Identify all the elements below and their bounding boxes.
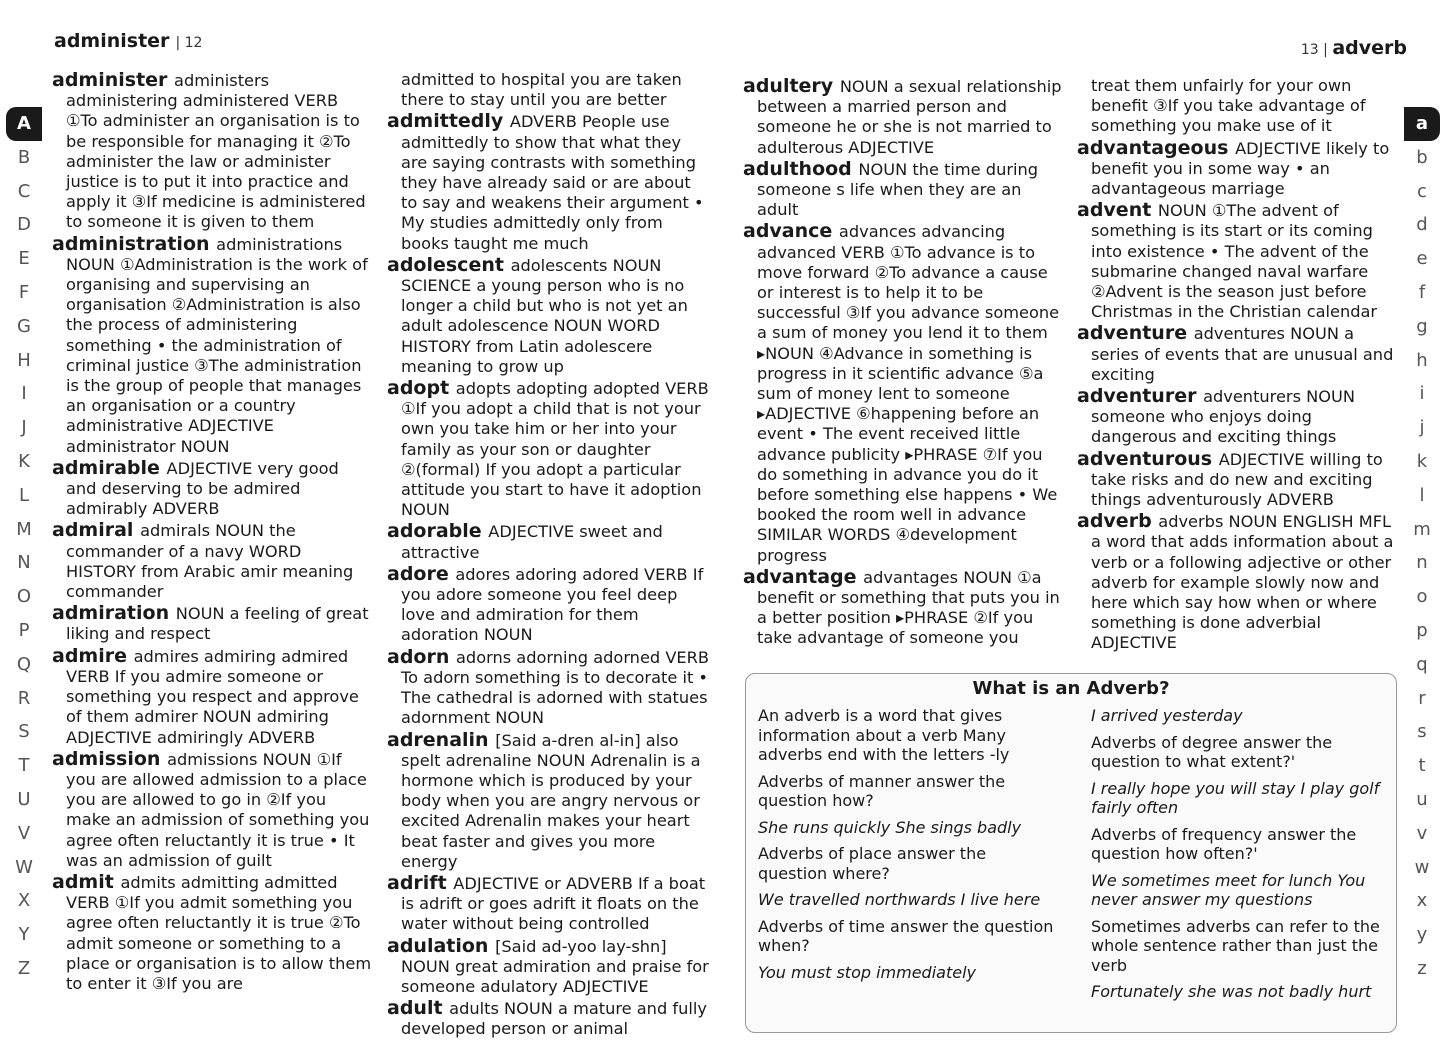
thumb-tab-N[interactable]: N	[17, 552, 31, 574]
thumb-tab-L[interactable]: L	[18, 484, 30, 506]
entry-headword: administer	[52, 70, 175, 91]
entry-definition: adventures NOUN a series of events that are unusual and exciting	[1091, 324, 1394, 384]
thumb-tab-F[interactable]: F	[18, 281, 30, 303]
dictionary-entry	[1077, 200, 1399, 322]
dictionary-entry	[387, 521, 709, 562]
thumb-tab-o[interactable]: o	[1416, 586, 1428, 608]
thumb-tab-X[interactable]: X	[17, 890, 31, 912]
dictionary-entry	[387, 873, 709, 935]
thumb-tab-h[interactable]: h	[1416, 349, 1428, 371]
entry-definition: NOUN ①The advent of something is its start or its coming into existence • The advent of the submarine changed naval warfare ②Advent is the season just before Christmas in the Christian calendar	[1091, 201, 1378, 322]
left-column-2	[387, 70, 709, 1045]
thumb-tab-e[interactable]: e	[1416, 248, 1428, 270]
entry-definition: adverbs NOUN ENGLISH MFL a word that adds information about a verb or a following adjective or other adverb for example slowly now and here which say how when or where something is done adverbial ADJECTIVE	[1091, 512, 1394, 653]
thumb-tab-R[interactable]: R	[17, 687, 31, 709]
entry-headword: adrenalin	[387, 728, 496, 751]
dictionary-entry	[52, 646, 374, 748]
entry-headword: admit	[52, 870, 121, 893]
thumb-tab-u[interactable]: u	[1416, 788, 1428, 810]
right-page-number: 13	[1300, 42, 1319, 58]
dictionary-entry	[52, 603, 374, 644]
entry-definition: adores adoring adored VERB If you adore someone you feel deep love and admiration for them adoration NOUN	[401, 564, 704, 645]
dictionary-entry	[743, 567, 1063, 649]
entry-definition: NOUN a sexual relationship between a married person and someone he or she is not married to adulterous ADJECTIVE	[757, 77, 1062, 157]
dictionary-entry	[387, 378, 709, 520]
panel-text: Adverbs of time answer the question when?	[758, 916, 1054, 955]
thumb-tab-J[interactable]: J	[21, 417, 27, 439]
panel-example: You must stop immediately	[758, 962, 976, 982]
thumb-tab-s[interactable]: s	[1417, 721, 1427, 743]
panel-right-column	[1091, 706, 1386, 1009]
thumb-tab-M[interactable]: M	[16, 518, 32, 540]
entry-definition: admissions NOUN ①If you are allowed admission to a place you are allowed to go in ②If you make an admission of something you agree often reluctantly it is true • It was an admission of guilt	[66, 749, 370, 870]
thumb-tab-z[interactable]: z	[1417, 957, 1427, 979]
thumb-tab-j[interactable]: j	[1419, 417, 1425, 439]
entry-headword: adrift	[387, 871, 454, 894]
dictionary-entry	[387, 255, 709, 377]
panel-left-column	[758, 706, 1058, 989]
panel-example: I arrived yesterday	[1091, 706, 1243, 725]
entry-definition: ADJECTIVE sweet and attractive	[401, 522, 663, 562]
entry-headword: advantageous	[1077, 136, 1236, 159]
entry-headword: adult	[387, 997, 450, 1020]
thumb-tab-y[interactable]: y	[1416, 924, 1428, 946]
dictionary-entry	[1077, 449, 1399, 511]
thumb-tab-U[interactable]: U	[17, 788, 31, 810]
entry-headword: admirable	[52, 456, 167, 479]
entry-headword: adore	[387, 562, 456, 585]
thumb-tab-w[interactable]: w	[1414, 856, 1430, 878]
entry-definition: [Said ad-yoo lay-shn] NOUN great admiration and praise for someone adulatory ADJECTIVE	[401, 936, 709, 996]
entry-definition: admires admiring admired VERB If you admire someone or something you respect and approve of them admirer NOUN admiring ADJECTIVE admiringly ADVERB	[66, 646, 359, 747]
thumb-tab-n[interactable]: n	[1416, 552, 1428, 574]
panel-example: I really hope you will stay I play golf fairly often	[1091, 778, 1380, 817]
entry-definition: treat them unfairly for your own benefit ③If you take advantage of something you make use of it	[1091, 76, 1366, 136]
entry-definition: ADJECTIVE willing to take risks and do new and exciting things adventurously ADVERB	[1091, 449, 1383, 510]
dictionary-entry	[387, 70, 709, 110]
entry-definition: adorns adorning adorned VERB To adorn something is to decorate it • The cathedral is adorned with statues adornment NOUN	[401, 647, 709, 728]
right-running-head: 13 | adverb	[1300, 37, 1407, 59]
panel-title: What is an Adverb?	[972, 678, 1170, 699]
left-headword: administer	[54, 30, 170, 52]
thumb-tab-K[interactable]: K	[18, 450, 30, 472]
dictionary-entry	[387, 998, 709, 1039]
thumb-tab-P[interactable]: P	[18, 619, 30, 641]
panel-text: Sometimes adverbs can refer to the whole sentence rather than just the verb	[1091, 916, 1380, 975]
dictionary-entry	[387, 647, 709, 729]
thumb-tab-Q[interactable]: Q	[16, 653, 32, 675]
thumb-tab-v[interactable]: v	[1416, 822, 1428, 844]
thumb-tab-E[interactable]: E	[18, 248, 30, 270]
left-page	[0, 0, 722, 1063]
thumb-tab-T[interactable]: T	[18, 755, 30, 777]
left-column-1	[52, 70, 374, 1045]
thumb-tab-a[interactable]: a	[1404, 107, 1440, 141]
thumb-tab-b[interactable]: b	[1416, 146, 1428, 168]
entry-headword: adulation	[387, 934, 496, 957]
entry-definition: admirals NOUN the commander of a navy WORD HISTORY from Arabic amir meaning commander	[66, 521, 354, 602]
thumb-tab-V[interactable]: V	[17, 822, 31, 844]
entry-headword: admittedly	[387, 110, 510, 133]
entry-definition: administers administering administered VERB ①To administer an organisation is to be responsible for managing it ②To administer the law or administer justice is to put it into practice and apply it ③If medicine is administered to someone it is given to them	[66, 71, 366, 232]
panel-example: Fortunately she was not badly hurt	[1091, 982, 1372, 1001]
left-thumb-index[interactable]	[6, 107, 42, 986]
dictionary-entry	[52, 458, 374, 520]
panel-text: Adverbs of manner answer the question how?	[758, 771, 1006, 810]
right-thumb-index[interactable]	[1404, 107, 1440, 986]
right-column-1	[743, 76, 1063, 661]
thumb-tab-q[interactable]: q	[1416, 653, 1428, 675]
entry-definition: advantages NOUN ①a benefit or something that puts you in a better position ▸PHRASE ②If you take advantage of someone you	[757, 567, 1060, 648]
entry-headword: adventure	[1077, 322, 1194, 345]
entry-definition: administrations NOUN ①Administration is the work of organising and supervising an organisation ②Administration is also the process of administering something • the administration of criminal justice ③The administration is the group of people that manages an organisation or a country administrative ADJECTIVE administrator NOUN	[66, 234, 368, 456]
entry-definition: adopts adopting adopted VERB ①If you adopt a child that is not your own you take him or her into your family as your son or daughter ②(formal) If you adopt a particular attitude you start to have it adoption NOUN	[401, 379, 709, 520]
entry-definition: NOUN the time during someone s life when they are an adult	[757, 159, 1039, 220]
entry-definition: adolescents NOUN SCIENCE a young person who is no longer a child but who is not yet an adult adolescence NOUN WORD HISTORY from Latin adolescere meaning to grow up	[401, 255, 688, 376]
thumb-tab-Y[interactable]: Y	[18, 924, 30, 946]
left-running-head: administer | 12	[54, 30, 203, 52]
dictionary-entry	[1077, 323, 1399, 385]
thumb-tab-i[interactable]: i	[1419, 383, 1425, 405]
entry-definition: [Said a-dren al-in] also spelt adrenaline NOUN Adrenalin is a hormone which is produced by your body when you are angry nervous or excited Adrenalin makes your heart beat faster and gives you more energy	[401, 730, 701, 871]
right-column-2	[1077, 76, 1399, 661]
thumb-tab-Z[interactable]: Z	[17, 957, 31, 979]
thumb-tab-G[interactable]: G	[17, 315, 31, 337]
thumb-tab-k[interactable]: k	[1416, 450, 1428, 472]
entry-definition: ADJECTIVE or ADVERB If a boat is adrift or goes adrift it floats on the water without being controlled	[401, 873, 706, 934]
entry-headword: adorable	[387, 520, 489, 543]
entry-headword: advent	[1077, 199, 1158, 222]
left-page-number: 12	[184, 35, 203, 51]
entry-definition: admitted to hospital you are taken there to stay until you are better	[401, 70, 682, 110]
entry-headword: admiration	[52, 602, 176, 625]
dictionary-entry	[387, 111, 709, 253]
thumb-tab-r[interactable]: r	[1418, 687, 1426, 709]
entry-headword: advance	[743, 220, 839, 243]
thumb-tab-W[interactable]: W	[15, 856, 33, 878]
entry-definition: ADVERB People use admittedly to show that what they are saying contrasts with something they have already said or are about to say and weakens their argument • My studies admittedly only from books taught me much	[401, 112, 704, 253]
entry-definition: admits admitting admitted VERB ①If you admit something you agree often reluctantly it is true ②To admit someone or something to a place or organisation is to allow them to enter it ③If you are	[66, 872, 372, 993]
thumb-tab-A[interactable]: A	[6, 107, 42, 141]
panel-example: We sometimes meet for lunch You never answer my questions	[1091, 870, 1366, 909]
panel-text: Adverbs of place answer the question where?	[758, 844, 987, 883]
entry-headword: adolescent	[387, 253, 511, 276]
adverb-info-panel	[745, 673, 1397, 1033]
entry-definition: ADJECTIVE very good and deserving to be admired admirably ADVERB	[66, 458, 339, 519]
thumb-tab-O[interactable]: O	[16, 586, 32, 608]
dictionary-entry	[52, 749, 374, 871]
right-headword: adverb	[1332, 37, 1407, 59]
thumb-tab-x[interactable]: x	[1416, 890, 1428, 912]
dictionary-entry	[52, 234, 374, 457]
entry-headword: adultery	[743, 76, 840, 97]
dictionary-entry	[1077, 386, 1399, 448]
thumb-tab-c[interactable]: c	[1417, 180, 1427, 202]
thumb-tab-C[interactable]: C	[17, 180, 31, 202]
entry-headword: administration	[52, 232, 217, 255]
entry-definition: ADJECTIVE likely to benefit you in some way • an advantageous marriage	[1091, 138, 1390, 199]
dictionary-entry	[52, 70, 374, 233]
thumb-tab-D[interactable]: D	[17, 214, 31, 236]
thumb-tab-f[interactable]: f	[1418, 281, 1426, 303]
thumb-tab-g[interactable]: g	[1416, 315, 1428, 337]
entry-headword: adverb	[1077, 510, 1159, 533]
entry-headword: adventurous	[1077, 447, 1219, 470]
dictionary-entry	[52, 520, 374, 602]
entry-definition: NOUN a feeling of great liking and respect	[66, 604, 369, 644]
thumb-tab-S[interactable]: S	[18, 721, 30, 743]
panel-text: An adverb is a word that gives information about a verb Many adverbs end with the letters -ly	[758, 706, 1010, 764]
entry-headword: adopt	[387, 377, 456, 400]
entry-definition: advances advancing advanced VERB ①To advance is to move forward ②To advance a cause or interest is to help it to be successful ③If you advance someone a sum of money you lend it to them ▸NOUN ④Advance in something is progress in it scientific advance ⑤a sum of money lent to someone ▸ADJECTIVE ⑥happening before an event • The event received little advance publicity ▸PHRASE ⑦If you do something in advance you do it before something else happens • We booked the room well in advance SIMILAR WORDS ④development progress	[757, 222, 1060, 565]
thumb-tab-d[interactable]: d	[1416, 214, 1428, 236]
entry-headword: admire	[52, 644, 134, 667]
panel-example: She runs quickly She sings badly	[758, 817, 1022, 837]
entry-headword: admission	[52, 747, 168, 770]
thumb-tab-p[interactable]: p	[1416, 619, 1428, 641]
dictionary-entry	[387, 564, 709, 646]
dictionary-entry	[387, 936, 709, 998]
dictionary-entry	[52, 872, 374, 994]
dictionary-entry	[1077, 76, 1399, 137]
thumb-tab-I[interactable]: I	[21, 383, 27, 405]
dictionary-entry	[743, 76, 1063, 158]
dictionary-entry	[1077, 511, 1399, 653]
entry-headword: advantage	[743, 565, 864, 588]
dictionary-entry	[743, 159, 1063, 221]
thumb-tab-t[interactable]: t	[1418, 755, 1426, 777]
panel-example: We travelled northwards I live here	[758, 890, 1041, 909]
entry-definition: adventurers NOUN someone who enjoys doing dangerous and exciting things	[1091, 387, 1355, 447]
entry-headword: adulthood	[743, 157, 859, 180]
panel-text: Adverbs of degree answer the question to what extent?'	[1091, 732, 1333, 771]
thumb-tab-m[interactable]: m	[1413, 518, 1431, 540]
panel-text: Adverbs of frequency answer the question how often?'	[1091, 824, 1357, 863]
entry-definition: adults NOUN a mature and fully developed person or animal	[401, 999, 707, 1039]
dictionary-entry	[1077, 138, 1399, 200]
entry-headword: admiral	[52, 519, 141, 542]
thumb-tab-l[interactable]: l	[1419, 484, 1425, 506]
dictionary-entry	[743, 221, 1063, 565]
thumb-tab-H[interactable]: H	[17, 349, 31, 371]
entry-headword: adventurer	[1077, 385, 1204, 408]
thumb-tab-B[interactable]: B	[17, 146, 31, 168]
dictionary-entry	[387, 730, 709, 872]
entry-headword: adorn	[387, 645, 456, 668]
